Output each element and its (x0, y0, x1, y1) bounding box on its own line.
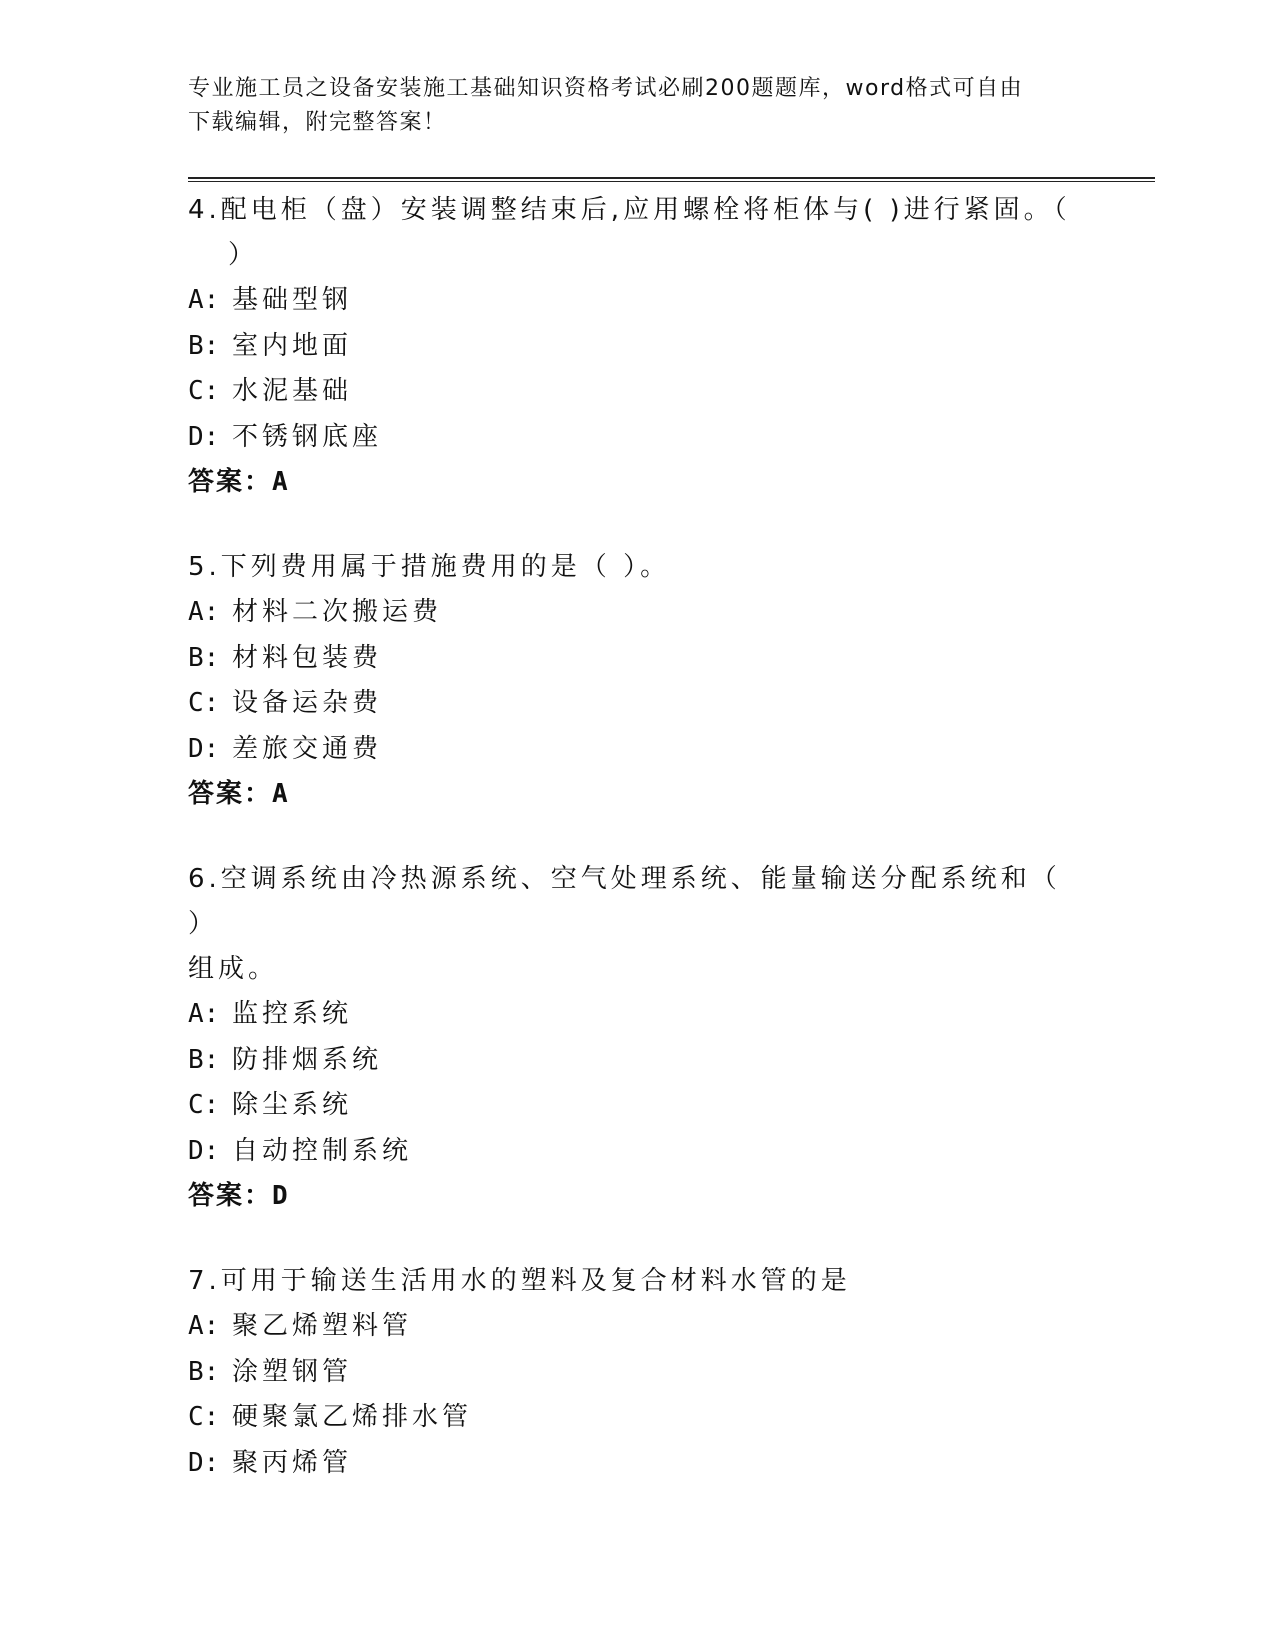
header-divider (188, 177, 1155, 179)
option-a (188, 278, 1088, 324)
answer (188, 772, 1088, 817)
question-stem-text: 4.配电柜（盘）安装调整结束后,应用螺栓将柜体与( )进行紧固。（ (188, 195, 1071, 225)
option-key: D: (188, 1447, 220, 1478)
option-b (188, 324, 1088, 370)
option-key: D: (188, 733, 220, 764)
question-stem (188, 1259, 1088, 1304)
option-text: 除尘系统 (232, 1090, 353, 1120)
option-d (188, 1129, 1088, 1175)
answer-label: 答案： (188, 1181, 273, 1211)
question-5 (188, 545, 1088, 817)
option-text: 差旅交通费 (232, 733, 383, 764)
option-a (188, 590, 1088, 636)
answer-value: A (272, 467, 290, 497)
answer (188, 460, 1088, 505)
question-stem-text: 7.可用于输送生活用水的塑料及复合材料水管的是 (188, 1266, 851, 1296)
question-stem-continuation: ） (228, 240, 259, 270)
option-text: 室内地面 (232, 330, 353, 361)
option-text: 设备运杂费 (232, 688, 383, 718)
header-line-2: 下载编辑，附完整答案！ (188, 110, 447, 135)
option-key: C: (188, 376, 220, 406)
option-b (188, 636, 1088, 682)
option-c (188, 1395, 1088, 1441)
option-key: D: (188, 1135, 220, 1166)
option-a (188, 992, 1088, 1038)
option-text: 涂塑钢管 (232, 1356, 353, 1387)
option-key: B: (188, 1356, 220, 1387)
option-key: B: (188, 1044, 220, 1075)
question-stem (188, 857, 1088, 992)
option-text: 监控系统 (232, 999, 353, 1029)
option-c (188, 681, 1088, 727)
option-c (188, 369, 1088, 415)
question-6 (188, 857, 1088, 1219)
option-key: B: (188, 642, 220, 673)
option-a (188, 1304, 1088, 1350)
option-text: 聚乙烯塑料管 (232, 1311, 413, 1341)
option-d (188, 1441, 1088, 1487)
option-d (188, 727, 1088, 773)
option-key: A: (188, 285, 220, 315)
header-divider-thin (188, 181, 1155, 182)
question-list (188, 188, 1088, 1508)
option-b (188, 1350, 1088, 1396)
answer (188, 1174, 1088, 1219)
answer-label: 答案： (188, 467, 273, 497)
question-stem-text: 5.下列费用属于措施费用的是（ ）。 (188, 552, 671, 582)
option-text: 自动控制系统 (232, 1135, 413, 1166)
answer-value: A (272, 779, 290, 809)
option-text: 防排烟系统 (232, 1044, 383, 1075)
question-stem (188, 545, 1088, 590)
answer-label: 答案： (188, 779, 273, 809)
question-stem (188, 188, 1088, 278)
question-stem-line-2: 组成。 (188, 954, 279, 984)
option-text: 聚丙烯管 (232, 1447, 353, 1478)
option-key: A: (188, 597, 220, 627)
option-key: A: (188, 999, 220, 1029)
option-key: D: (188, 421, 220, 452)
question-stem-text: 6.空调系统由冷热源系统、空气处理系统、能量输送分配系统和（ ） (188, 864, 1061, 939)
document-header (188, 72, 1088, 140)
option-text: 材料二次搬运费 (232, 597, 443, 627)
question-4 (188, 188, 1088, 505)
option-text: 基础型钢 (232, 285, 353, 315)
option-d (188, 415, 1088, 461)
option-text: 不锈钢底座 (232, 421, 383, 452)
answer-value: D (272, 1181, 290, 1211)
option-key: A: (188, 1311, 220, 1341)
option-key: C: (188, 688, 220, 718)
option-key: C: (188, 1402, 220, 1432)
option-c (188, 1083, 1088, 1129)
option-text: 水泥基础 (232, 376, 353, 406)
option-key: B: (188, 330, 220, 361)
option-key: C: (188, 1090, 220, 1120)
option-text: 硬聚氯乙烯排水管 (232, 1402, 473, 1432)
header-line-1: 专业施工员之设备安装施工基础知识资格考试必刷200题题库，word格式可自由 (188, 76, 1024, 101)
option-text: 材料包装费 (232, 642, 383, 673)
option-b (188, 1038, 1088, 1084)
question-7 (188, 1259, 1088, 1486)
